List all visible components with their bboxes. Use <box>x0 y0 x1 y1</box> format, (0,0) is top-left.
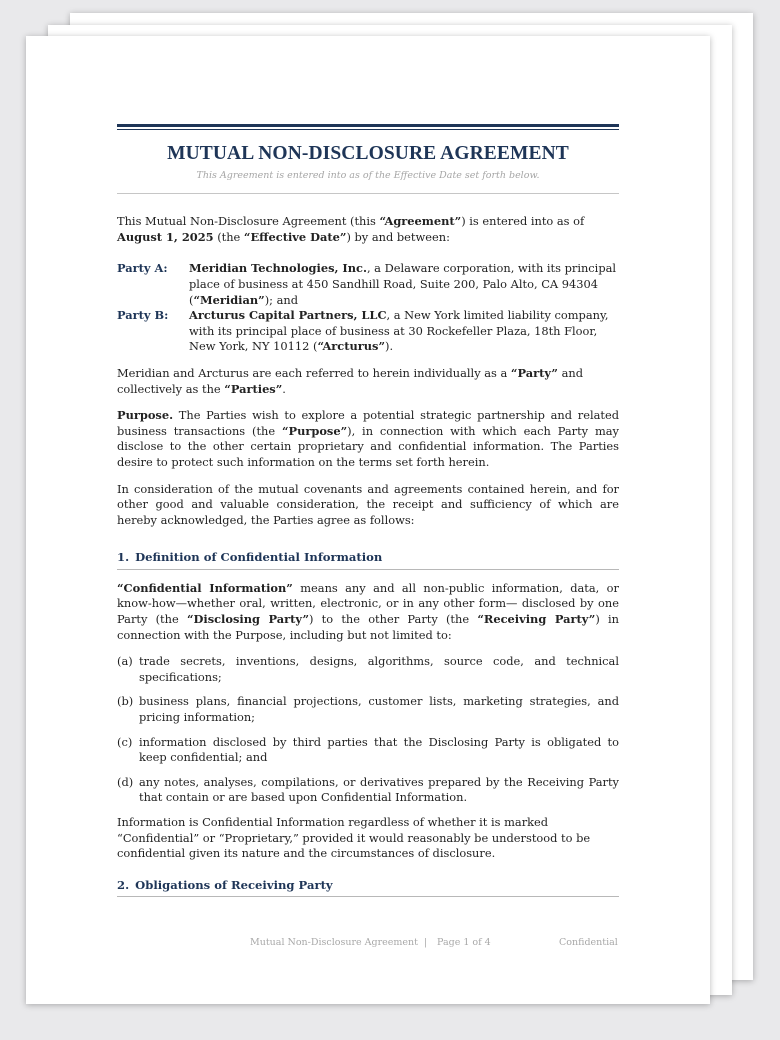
parties-block <box>117 261 619 355</box>
footer-document-name: Mutual Non-Disclosure Agreement <box>250 937 418 948</box>
party-b-label: Party B: <box>117 308 169 323</box>
title-rule-thin <box>117 129 619 130</box>
footer-separator: | <box>424 937 428 948</box>
intro-text: This Mutual Non-Disclosure Agreement (this <box>117 214 380 229</box>
party-a-label: Party A: <box>117 261 168 276</box>
list-item-text: any notes, analyses, compilations, or derivatives prepared by the Receiving Party that contain or are based upon Confidential Information. <box>139 774 619 805</box>
list-item <box>117 735 619 766</box>
receiving-party-term: “Receiving Party” <box>477 612 596 627</box>
party-b-short: “Arcturus” <box>317 339 386 354</box>
disclosing-party-term: “Disclosing Party” <box>186 612 310 627</box>
purpose-lead: Purpose. <box>117 408 174 423</box>
paragraph-text: . <box>282 381 286 396</box>
party-a-end: ); and <box>264 292 299 307</box>
party-a-row <box>117 261 619 308</box>
intro-text: ) by and between: <box>346 229 450 244</box>
party-b-end: ). <box>385 339 394 354</box>
document-title: MUTUAL NON-DISCLOSURE AGREEMENT <box>167 143 569 164</box>
confidential-info-list <box>117 654 619 806</box>
list-marker: (a) <box>117 654 133 669</box>
section-1-heading <box>117 550 619 570</box>
list-marker: (d) <box>117 774 134 789</box>
list-marker: (c) <box>117 734 133 749</box>
intro-agreement-term: “Agreement” <box>379 214 462 229</box>
intro-text: (the <box>213 229 244 244</box>
section-2-number: 2. <box>117 877 130 892</box>
party-b-text <box>189 308 619 355</box>
title-rule-thick <box>117 124 619 127</box>
list-item-text: business plans, financial projections, customer lists, marketing strategies, and pricing information; <box>139 694 619 725</box>
paragraph-text: means any and all non-public information, data, or know-how—whether oral, written, electronic, or in any other form— disclosed by one Party (the <box>117 580 619 627</box>
paragraph-text: ) to the other Party (the <box>309 612 478 627</box>
paragraph-text: The Parties wish to explore a potential strategic partnership and related business transactions (the <box>117 408 619 438</box>
consideration-paragraph: In consideration of the mutual covenants and agreements contained herein, and for other good and valuable consideration, the receipt and sufficiency of which are hereby acknowledged, the Parties agree as follows: <box>117 481 619 527</box>
paragraph-text: ) in connection with the Purpose, including but not limited to: <box>117 612 619 642</box>
effective-date-value: August 1, 2025 <box>117 229 214 244</box>
party-b-row <box>117 308 619 355</box>
page-content <box>117 124 619 897</box>
list-item <box>117 654 619 685</box>
section-2-heading <box>117 878 619 898</box>
section-1-number: 1. <box>117 550 130 565</box>
party-b-desc: , a New York limited liability company, with its principal place of business at 30 Rockefeller Plaza, 18th Floor, New York, NY 10112 ( <box>189 308 609 354</box>
party-a-short: “Meridian” <box>193 292 265 307</box>
party-b-name: Arcturus Capital Partners, LLC <box>189 308 387 323</box>
section-2-title: Obligations of Receiving Party <box>135 877 333 892</box>
parties-term: “Parties” <box>224 381 283 396</box>
paragraph-text: and collectively as the <box>117 365 584 396</box>
footer-page-number: Page 1 of 4 <box>437 937 491 948</box>
paragraph-text: ), in connection with which each Party may disclose to the other certain proprietary and confidential information. The Parties desire to protect such information on the terms set forth herein. <box>117 423 619 469</box>
list-item-text: information disclosed by third parties that the Disclosing Party is obligated to keep confidential; and <box>139 734 619 765</box>
list-item <box>117 694 619 725</box>
confidential-info-definition <box>117 581 619 643</box>
parties-definition-paragraph <box>117 366 619 397</box>
purpose-term: “Purpose” <box>281 423 348 438</box>
party-a-name: Meridian Technologies, Inc. <box>189 261 367 276</box>
party-a-text <box>189 261 619 308</box>
footer-confidential-label: Confidential <box>559 937 618 948</box>
purpose-paragraph <box>117 408 619 470</box>
section-1-title: Definition of Confidential Information <box>135 550 383 565</box>
document-page <box>26 36 710 1004</box>
confidential-information-term: “Confidential Information” <box>117 580 293 595</box>
paragraph-text: Meridian and Arcturus are each referred to herein individually as a <box>117 365 511 380</box>
subtitle-divider <box>117 193 619 194</box>
party-term: “Party” <box>510 365 558 380</box>
intro-paragraph <box>117 214 619 245</box>
party-a-desc: , a Delaware corporation, with its principal place of business at 450 Sandhill Road, Suite 200, Palo Alto, CA 94304 ( <box>189 261 617 307</box>
confidential-info-closing: Information is Confidential Information regardless of whether it is marked “Confidential” or “Proprietary,” provided it would reasonably be understood to be confidential given its nature and the circumstances of disclosure. <box>117 815 591 861</box>
effective-date-term: “Effective Date” <box>243 229 347 244</box>
document-subtitle: This Agreement is entered into as of the Effective Date set forth below. <box>196 169 540 181</box>
list-marker: (b) <box>117 694 134 709</box>
list-item-text: trade secrets, inventions, designs, algorithms, source code, and technical specifications; <box>139 654 619 684</box>
intro-text: ) is entered into as of <box>461 214 585 229</box>
list-item <box>117 775 619 806</box>
